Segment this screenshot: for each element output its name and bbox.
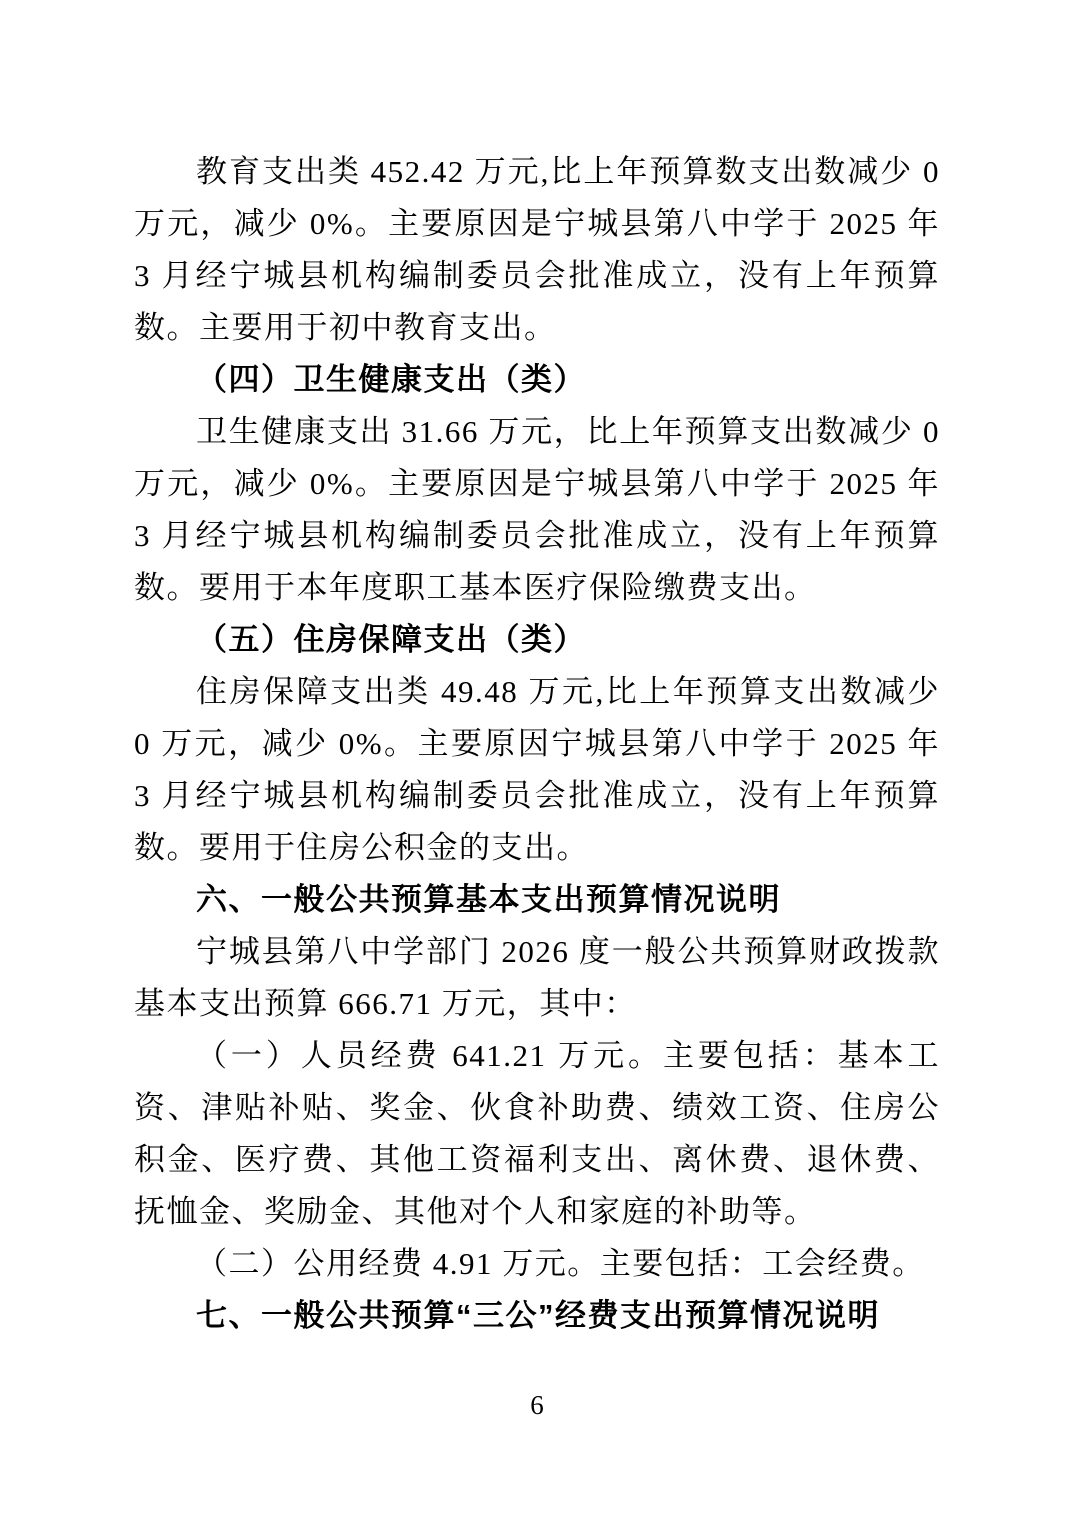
heading-section-4-health-expense: （四）卫生健康支出（类） (196, 362, 586, 397)
page-number: 6 (530, 1390, 544, 1420)
paragraph-housing-expense: 住房保障支出类 49.48 万元,比上年预算支出数减少 0 万元，减少 0%。主要原因宁城县第八中学于 2025 年 3 月经宁城县机构编制委员会批准成立，没有上年预算数。要用于住房公积金的支出。 (134, 674, 940, 865)
paragraph-personnel-funds: （一）人员经费 641.21 万元。主要包括：基本工资、津贴补贴、奖金、伙食补助费、绩效工资、住房公积金、医疗费、其他工资福利支出、离休费、退休费、抚恤金、奖励金、其他对个人和家庭的补助等。 (134, 1038, 940, 1229)
paragraph-public-funds: （二）公用经费 4.91 万元。主要包括：工会经费。 (196, 1246, 925, 1281)
paragraph-education-expense: 教育支出类 452.42 万元,比上年预算数支出数减少 0 万元，减少 0%。主要原因是宁城县第八中学于 2025 年 3 月经宁城县机构编制委员会批准成立，没有上年预算数。主要用于初中教育支出。 (134, 154, 940, 345)
document-body (134, 146, 940, 1342)
heading-section-7-three-public-expenses: 七、一般公共预算“三公”经费支出预算情况说明 (196, 1298, 880, 1333)
heading-section-5-housing-expense: （五）住房保障支出（类） (196, 622, 586, 657)
heading-section-6-basic-expenditure: 六、一般公共预算基本支出预算情况说明 (196, 882, 781, 917)
paragraph-health-expense: 卫生健康支出 31.66 万元，比上年预算支出数减少 0 万元，减少 0%。主要原因是宁城县第八中学于 2025 年 3 月经宁城县机构编制委员会批准成立，没有上年预算数。要用于本年度职工基本医疗保险缴费支出。 (134, 414, 940, 605)
paragraph-basic-expenditure-total: 宁城县第八中学部门 2026 度一般公共预算财政拨款基本支出预算 666.71 万元，其中： (134, 934, 940, 1021)
